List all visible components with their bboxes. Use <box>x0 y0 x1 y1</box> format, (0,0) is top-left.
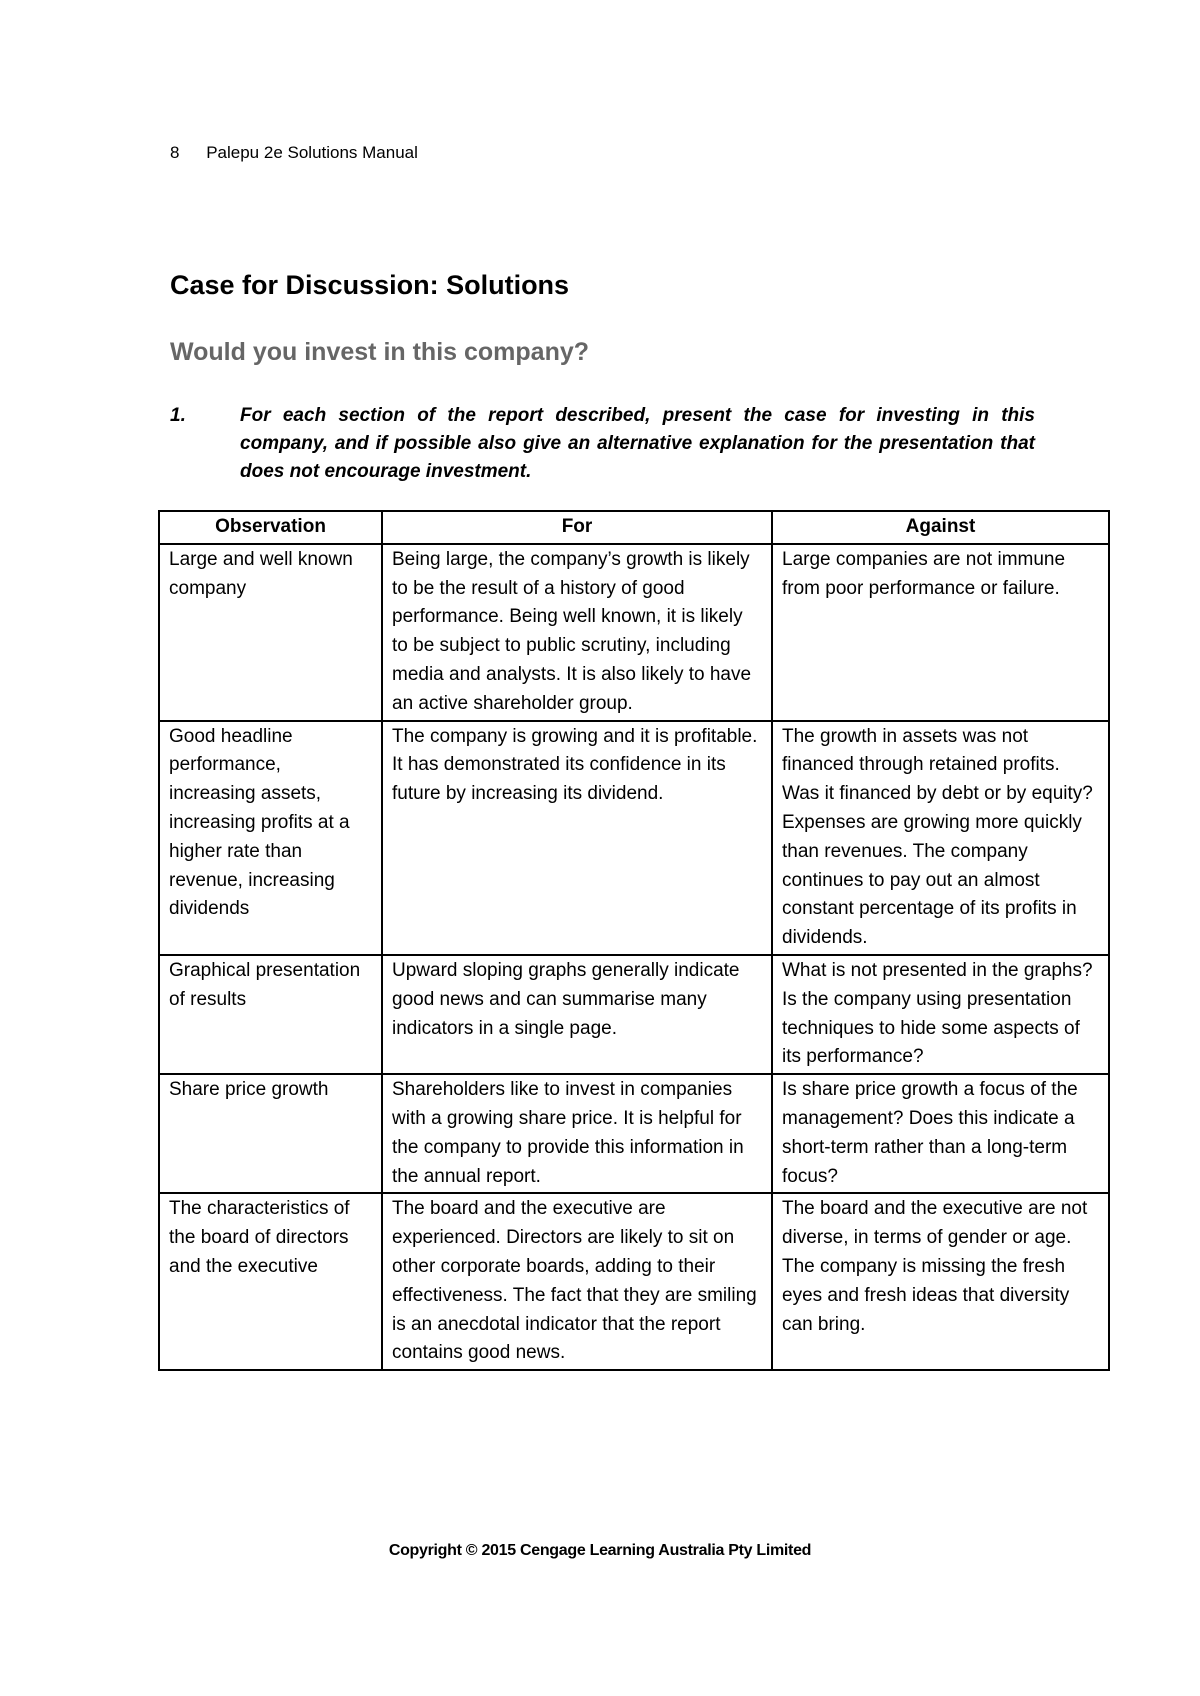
solutions-table <box>158 510 1110 1371</box>
section-title: Case for Discussion: Solutions <box>170 270 570 300</box>
observation-cell: Graphical presentation of results <box>159 955 382 1074</box>
for-cell: The board and the executive are experienced. Directors are likely to sit on other corporate boards, adding to their effectiveness. The fact that they are smiling is an anecdotal indicator that the report contains good news. <box>382 1193 772 1370</box>
against-cell: Is share price growth a focus of the management? Does this indicate a short-term rather than a long-term focus? <box>772 1074 1109 1193</box>
for-cell: Upward sloping graphs generally indicate good news and can summarise many indicators in a single page. <box>382 955 772 1074</box>
for-cell: The company is growing and it is profitable. It has demonstrated its confidence in its future by increasing its dividend. <box>382 721 772 955</box>
page-number: 8 <box>170 143 180 162</box>
against-cell: The board and the executive are not diverse, in terms of gender or age. The company is missing the fresh eyes and fresh ideas that diversity can bring. <box>772 1193 1109 1370</box>
table-header-row <box>159 511 1109 544</box>
copyright-footer: Copyright © 2015 Cengage Learning Australia Pty Limited <box>388 1542 812 1559</box>
column-header-for: For <box>382 511 772 544</box>
sub-title: Would you invest in this company? <box>170 338 590 366</box>
observation-cell: Share price growth <box>159 1074 382 1193</box>
header-title: Palepu 2e Solutions Manual <box>206 143 418 162</box>
table-row <box>159 1074 1109 1193</box>
for-cell: Shareholders like to invest in companies with a growing share price. It is helpful for the company to provide this information in the annual report. <box>382 1074 772 1193</box>
question-number: 1. <box>170 405 186 426</box>
for-cell: Being large, the company’s growth is likely to be the result of a history of good performance. Being well known, it is likely to be subject to public scrutiny, including media and analysts. It is also likely to have an active shareholder group. <box>382 544 772 721</box>
column-header-observation: Observation <box>159 511 382 544</box>
table-row <box>159 955 1109 1074</box>
against-cell: The growth in assets was not financed through retained profits. Was it financed by debt or by equity? Expenses are growing more quickly than revenues. The company continues to pay out an almost constant percentage of its profits in dividends. <box>772 721 1109 955</box>
page-header <box>170 143 418 163</box>
table-row <box>159 1193 1109 1370</box>
question-text: For each section of the report described, present the case for investing in this company, and if possible also give an alternative explanation for the presentation that does not encourage investment. <box>240 405 1035 482</box>
against-cell: What is not presented in the graphs? Is the company using presentation techniques to hide some aspects of its performance? <box>772 955 1109 1074</box>
column-header-against: Against <box>772 511 1109 544</box>
observation-cell: The characteristics of the board of directors and the executive <box>159 1193 382 1370</box>
observation-cell: Large and well known company <box>159 544 382 721</box>
against-cell: Large companies are not immune from poor performance or failure. <box>772 544 1109 721</box>
table-row <box>159 544 1109 721</box>
observation-cell: Good headline performance, increasing assets, increasing profits at a higher rate than revenue, increasing dividends <box>159 721 382 955</box>
table-row <box>159 721 1109 955</box>
question <box>170 402 1035 486</box>
